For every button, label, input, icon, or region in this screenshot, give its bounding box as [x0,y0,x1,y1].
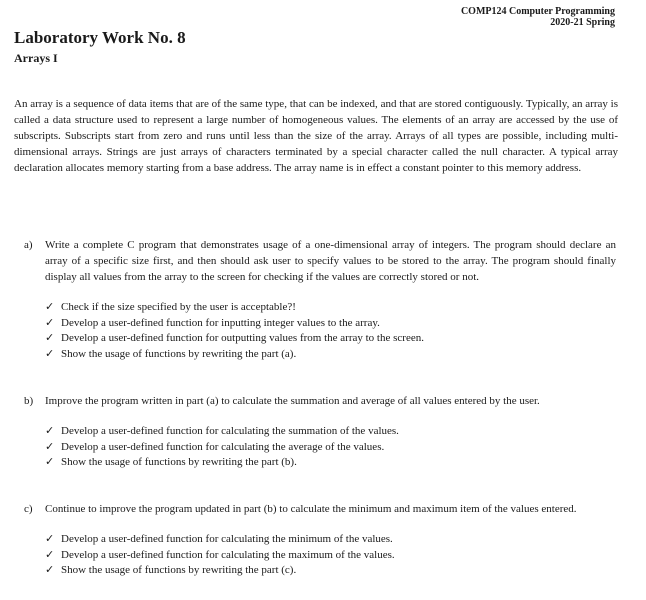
list-item [45,331,424,347]
list-item [45,532,395,548]
list-item-text: Develop a user-defined function for inputting integer values to the array. [61,316,380,329]
list-item-text: Develop a user-defined function for calculating the average of the values. [61,440,385,453]
task-description: Continue to improve the program updated in part (b) to calculate the minimum and maximum item of the values entered. [45,503,577,515]
list-item-text: Develop a user-defined function for outputting values from the array to the screen. [61,332,424,344]
list-item-text: Show the usage of functions by rewriting the part (c). [61,564,297,576]
list-item-text: Show the usage of functions by rewriting the part (a). [61,347,297,360]
checkmark-icon: ✓ [45,316,55,329]
checkmark-icon: ✓ [45,533,55,545]
page-subtitle: Arrays I [14,51,58,65]
list-item-text: Develop a user-defined function for calculating the maximum of the values. [61,548,395,561]
list-item [45,548,395,564]
course-header [461,6,615,28]
checkmark-icon: ✓ [45,425,55,437]
checkmark-icon: ✓ [45,347,55,360]
checkmark-icon: ✓ [45,456,55,468]
page-title: Laboratory Work No. 8 [14,28,186,47]
list-item-text: Develop a user-defined function for calculating the minimum of the values. [61,533,393,545]
list-item [45,316,424,332]
list-item [45,455,399,471]
list-item-text: Develop a user-defined function for calculating the summation of the values. [61,425,399,437]
course-name: COMP124 Computer Programming [460,6,615,17]
checkmark-icon: ✓ [45,564,55,576]
course-term: 2020-21 Spring [550,17,615,28]
task-description: Improve the program written in part (a) to calculate the summation and average of all values entered by the user. [45,395,540,407]
checklist [45,424,399,471]
list-item [45,563,395,579]
list-item [45,300,424,316]
checkmark-icon: ✓ [45,548,55,561]
list-item [45,440,399,456]
task-letter: c) [24,503,33,515]
checklist [45,532,395,579]
checkmark-icon: ✓ [45,440,55,453]
task-description: Write a complete C program that demonstrates usage of a one-dimensional array of integers. The program should declare an array of a specific size first, and then should ask user to specify values to be stored to the array. The program should finally display all values from the array to the screen for checking if the values are correctly stored or not. [45,239,616,283]
list-item-text: Show the usage of functions by rewriting the part (b). [61,456,297,468]
list-item [45,424,399,440]
list-item [45,347,424,363]
list-item-text: Check if the size specified by the user is acceptable?! [61,301,296,313]
task-letter: a) [24,239,33,251]
checkmark-icon: ✓ [45,301,55,313]
task-letter: b) [24,395,34,407]
checklist [45,300,424,362]
intro-paragraph: An array is a sequence of data items that are of the same type, that can be indexed, and that are stored contiguously. Typically, an array is called a data structure used to represent a large number of homogeneous values. The elements of an array are accessed by the use of subscripts. Subscripts start from zero and runs until less than the size of the array. Arrays of all types are possible, including multi-dimensional arrays. Strings are just arrays of characters terminated by a special character called the null character. A typical array declaration allocates memory starting from a base address. The array name is in effect a constant pointer to this memory address. [14,98,618,174]
checkmark-icon: ✓ [45,332,55,344]
